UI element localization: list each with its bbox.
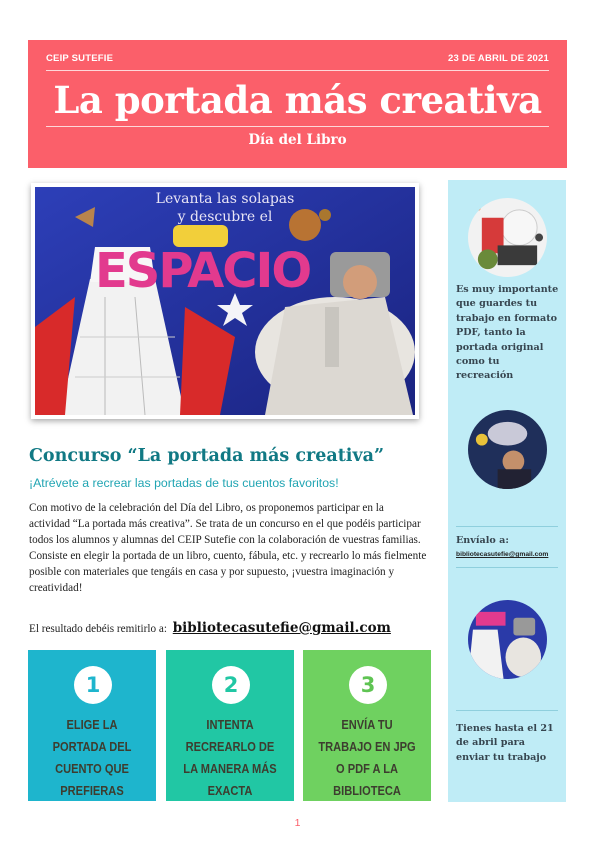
sidebar-divider — [456, 710, 558, 711]
sidebar — [448, 180, 566, 802]
deadline-note: Tienes hasta el 21 de abril para enviar tu trabajo — [456, 723, 554, 763]
astronaut-photo-image — [35, 187, 415, 415]
page-title: La portada más creativa — [53, 78, 542, 122]
result-line — [29, 620, 391, 636]
page-subtitle: Día del Libro — [248, 132, 347, 148]
contest-tagline: ¡Atrévete a recrear las portadas de tus cuentos favoritos! — [29, 476, 339, 490]
sidebar-divider — [456, 567, 558, 568]
sidebar-note: Es muy importante que guardes tu trabajo en formato PDF, tanto la portada original como tu recreación — [456, 284, 559, 382]
result-label: El resultado debéis remitirlo a: — [29, 623, 167, 635]
step-number-badge: 2 — [212, 666, 250, 704]
header-divider-bottom — [46, 126, 549, 127]
step-card-2 — [166, 650, 294, 801]
sidebar-photo-caillou — [468, 198, 547, 277]
sidebar-photo-child — [468, 410, 547, 489]
step-card-3 — [303, 650, 431, 801]
publication-date: 23 DE ABRIL DE 2021 — [448, 53, 549, 64]
contest-description: Con motivo de la celebración del Día del Libro, os proponemos participar en la actividad “La portada más creativa”. Se trata de un concurso en el que podéis participar todos los alumnos y alumnas del CEIP Sutefie con la colaboración de vuestras familias. Consiste en elegir la portada de un libro, cuento, fábula, etc. y recrearlo lo más fielmente posible con materiales que tengáis en casa y por supuesto, ¡vuestra imaginación y creatividad! — [29, 502, 427, 594]
step-text: INTENTA RECREARLO DE LA MANERA MÁS EXACTA — [183, 718, 277, 798]
step-number-badge: 3 — [349, 666, 387, 704]
step-text: ELIGE LA PORTADA DEL CUENTO QUE PREFIERAS — [52, 718, 132, 798]
sidebar-divider — [456, 526, 558, 527]
school-name: CEIP SUTEFIE — [46, 53, 114, 64]
sidebar-photo-astronaut — [468, 600, 547, 679]
child-photo-image — [468, 410, 547, 489]
astronaut-small-image — [468, 600, 547, 679]
step-card-1 — [28, 650, 156, 801]
book-cover-image — [468, 198, 547, 277]
hero-photo — [31, 183, 419, 419]
hero-caption-line1: Levanta las solapas — [155, 191, 295, 207]
contest-heading: Concurso “La portada más creativa” — [29, 446, 385, 466]
page-number: 1 — [294, 817, 301, 829]
hero-caption-line2: y descubre el — [177, 209, 273, 225]
send-label: Envíalo a: — [456, 535, 509, 546]
header-divider-top — [46, 70, 549, 71]
step-number-badge: 1 — [74, 666, 112, 704]
header-banner — [28, 40, 567, 168]
sidebar-email-link[interactable]: bibliotecasutefie@gmail.com — [456, 551, 549, 558]
result-email-link[interactable]: bibliotecasutefie@gmail.com — [172, 620, 391, 636]
hero-word: ESPACIO — [95, 243, 311, 299]
step-text: ENVÍA TU TRABAJO EN JPG O PDF A LA BIBLIOTECA — [318, 718, 416, 798]
